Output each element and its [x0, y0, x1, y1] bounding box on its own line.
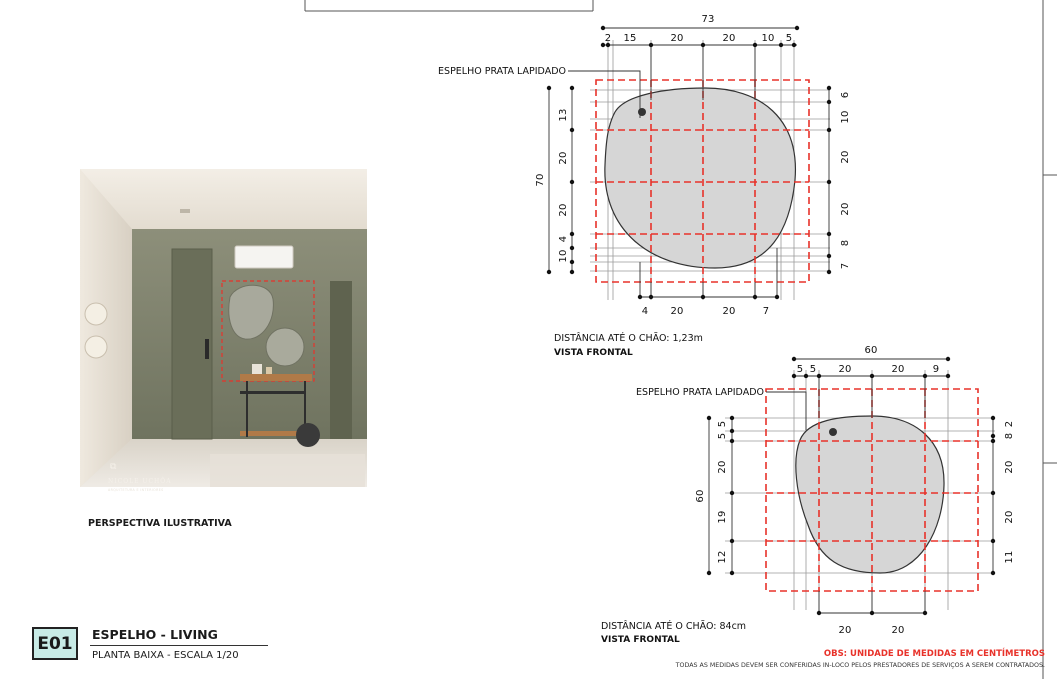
dim-top: 5	[809, 364, 817, 375]
dim-right: 8	[1004, 432, 1015, 440]
dim-top: 20	[891, 364, 905, 375]
dim-right: 7	[840, 262, 851, 270]
dim-right: 20	[1004, 460, 1015, 474]
mirror-material-label: ESPELHO PRATA LAPIDADO	[438, 66, 566, 77]
dim-left: 5	[717, 432, 728, 440]
floor-distance-label: DISTÂNCIA ATÉ O CHÃO: 1,23m	[554, 333, 703, 344]
dim-total-width: 60	[864, 345, 878, 356]
dim-left: 19	[717, 510, 728, 524]
dim-right: 6	[840, 91, 851, 99]
dim-left: 20	[558, 151, 569, 165]
dim-top: 10	[761, 33, 775, 44]
dim-bottom: 7	[762, 306, 770, 317]
floor-distance-label: DISTÂNCIA ATÉ O CHÃO: 84cm	[601, 621, 747, 632]
dim-top: 20	[670, 33, 684, 44]
view-title: VISTA FRONTAL	[601, 635, 680, 645]
dim-right: 8	[840, 239, 851, 247]
view-title: VISTA FRONTAL	[554, 348, 633, 358]
dim-bottom: 20	[670, 306, 684, 317]
mirror-hook-dot	[638, 108, 646, 116]
dim-right: 20	[840, 202, 851, 216]
dim-top: 20	[838, 364, 852, 375]
dim-right: 10	[840, 110, 851, 124]
dim-bottom: 20	[838, 625, 852, 636]
units-note: OBS: UNIDADE DE MEDIDAS EM CENTÍMETROS	[823, 649, 1045, 659]
dim-top: 20	[722, 33, 736, 44]
dim-left: 4	[558, 235, 569, 243]
brand-subtitle: ARQUITETURA E INTERIORES	[108, 488, 164, 492]
mirror-large-shape	[605, 88, 796, 268]
brand-name: NICOLE UCHÔA	[108, 478, 172, 485]
dim-total-width: 73	[701, 14, 715, 25]
sheet-subtitle: PLANTA BAIXA - ESCALA 1/20	[92, 650, 239, 661]
logo-mark-icon: ⧉	[110, 462, 117, 472]
dim-left: 13	[558, 108, 569, 122]
dim-left: 20	[558, 203, 569, 217]
title-divider	[90, 645, 268, 646]
dim-right: 2	[1004, 420, 1015, 428]
dim-total-height: 70	[535, 173, 546, 187]
perspective-caption: PERSPECTIVA ILUSTRATIVA	[88, 518, 232, 529]
dim-top: 2	[604, 33, 612, 44]
dim-left: 10	[558, 249, 569, 263]
mirror-large-drawing	[547, 26, 831, 300]
dim-bottom: 4	[641, 306, 649, 317]
sheet-title: ESPELHO - LIVING	[92, 627, 218, 642]
dim-left: 20	[717, 460, 728, 474]
dim-right: 20	[1004, 510, 1015, 524]
dim-right: 20	[840, 150, 851, 164]
mirror-small-shape	[796, 416, 944, 573]
dim-top: 5	[796, 364, 804, 375]
dim-right: 11	[1004, 550, 1015, 564]
dim-total-height: 60	[695, 489, 706, 503]
perspective-render	[80, 169, 367, 487]
dim-top: 15	[623, 33, 637, 44]
sheet-code: E01	[32, 627, 78, 660]
verification-disclaimer: TODAS AS MEDIDAS DEVEM SER CONFERIDAS IN-LOCO PELOS PRESTADORES DE SERVIÇOS A SEREM CONTRATADOS.	[675, 662, 1045, 669]
perspective-illustration	[80, 169, 367, 487]
mirror-hook-dot	[829, 428, 837, 436]
dim-bottom: 20	[722, 306, 736, 317]
dim-left: 12	[717, 550, 728, 564]
dim-top: 9	[932, 364, 940, 375]
dim-bottom: 20	[891, 625, 905, 636]
dim-left: 5	[717, 420, 728, 428]
mirror-material-label: ESPELHO PRATA LAPIDADO	[636, 387, 764, 398]
dim-top: 5	[785, 33, 793, 44]
